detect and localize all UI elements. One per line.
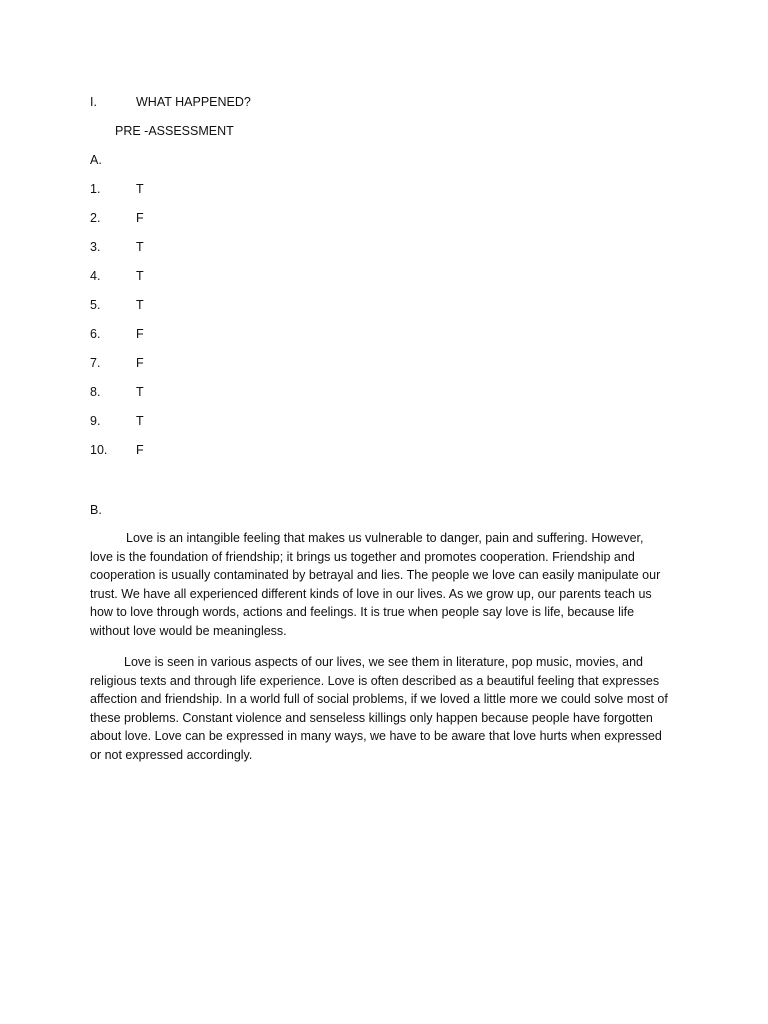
answer-value: T	[136, 240, 144, 254]
part-b-label: B.	[90, 503, 102, 517]
answer-number: 7.	[90, 356, 101, 370]
section-roman-numeral: I.	[90, 95, 97, 109]
section-subtitle: PRE -ASSESSMENT	[115, 124, 234, 138]
part-a-label: A.	[90, 153, 102, 167]
answer-value: T	[136, 298, 144, 312]
answer-number: 3.	[90, 240, 101, 254]
answer-number: 6.	[90, 327, 101, 341]
answer-number: 2.	[90, 211, 101, 225]
answer-value: F	[136, 443, 144, 457]
essay-paragraph-1: Love is an intangible feeling that makes us vulnerable to danger, pain and suffering. However, love is the foundation of friendship; it brings us together and promotes cooperation. Friendship and cooperation is usually contaminated by betrayal and lies. The people we love can easily manipulate our trust. We have all experienced different kinds of love in our lives. As we grow up, our parents teach us how to love through words, actions and feelings. It is true when people say love is life, because life without love would be meaningless.	[90, 531, 661, 638]
answer-number: 4.	[90, 269, 101, 283]
answer-value: T	[136, 182, 144, 196]
answer-value: T	[136, 414, 144, 428]
answer-value: T	[136, 269, 144, 283]
answer-item	[90, 210, 210, 239]
answer-number: 1.	[90, 182, 101, 196]
answer-item	[90, 268, 210, 297]
answer-item	[90, 355, 210, 384]
answer-item	[90, 442, 210, 471]
answer-item	[90, 181, 210, 210]
answer-number: 5.	[90, 298, 101, 312]
answer-number: 8.	[90, 385, 101, 399]
answer-value: T	[136, 385, 144, 399]
answer-item	[90, 297, 210, 326]
answer-item	[90, 326, 210, 355]
answer-number: 10.	[90, 443, 108, 457]
answer-value: F	[136, 211, 144, 225]
section-title: WHAT HAPPENED?	[136, 95, 251, 109]
answer-value: F	[136, 327, 144, 341]
answer-list	[90, 181, 210, 471]
answer-number: 9.	[90, 414, 101, 428]
answer-item	[90, 384, 210, 413]
answer-item	[90, 413, 210, 442]
essay-paragraph-2: Love is seen in various aspects of our lives, we see them in literature, pop music, movies, and religious texts and through life experience. Love is often described as a beautiful feeling that expresses affection and friendship. In a world full of social problems, if we loved a little more we could solve most of these problems. Constant violence and senseless killings only happen because people have forgotten about love. Love can be expressed in many ways, we have to be aware that love hurts when expressed or not expressed accordingly.	[90, 655, 668, 762]
answer-value: F	[136, 356, 144, 370]
answer-item	[90, 239, 210, 268]
